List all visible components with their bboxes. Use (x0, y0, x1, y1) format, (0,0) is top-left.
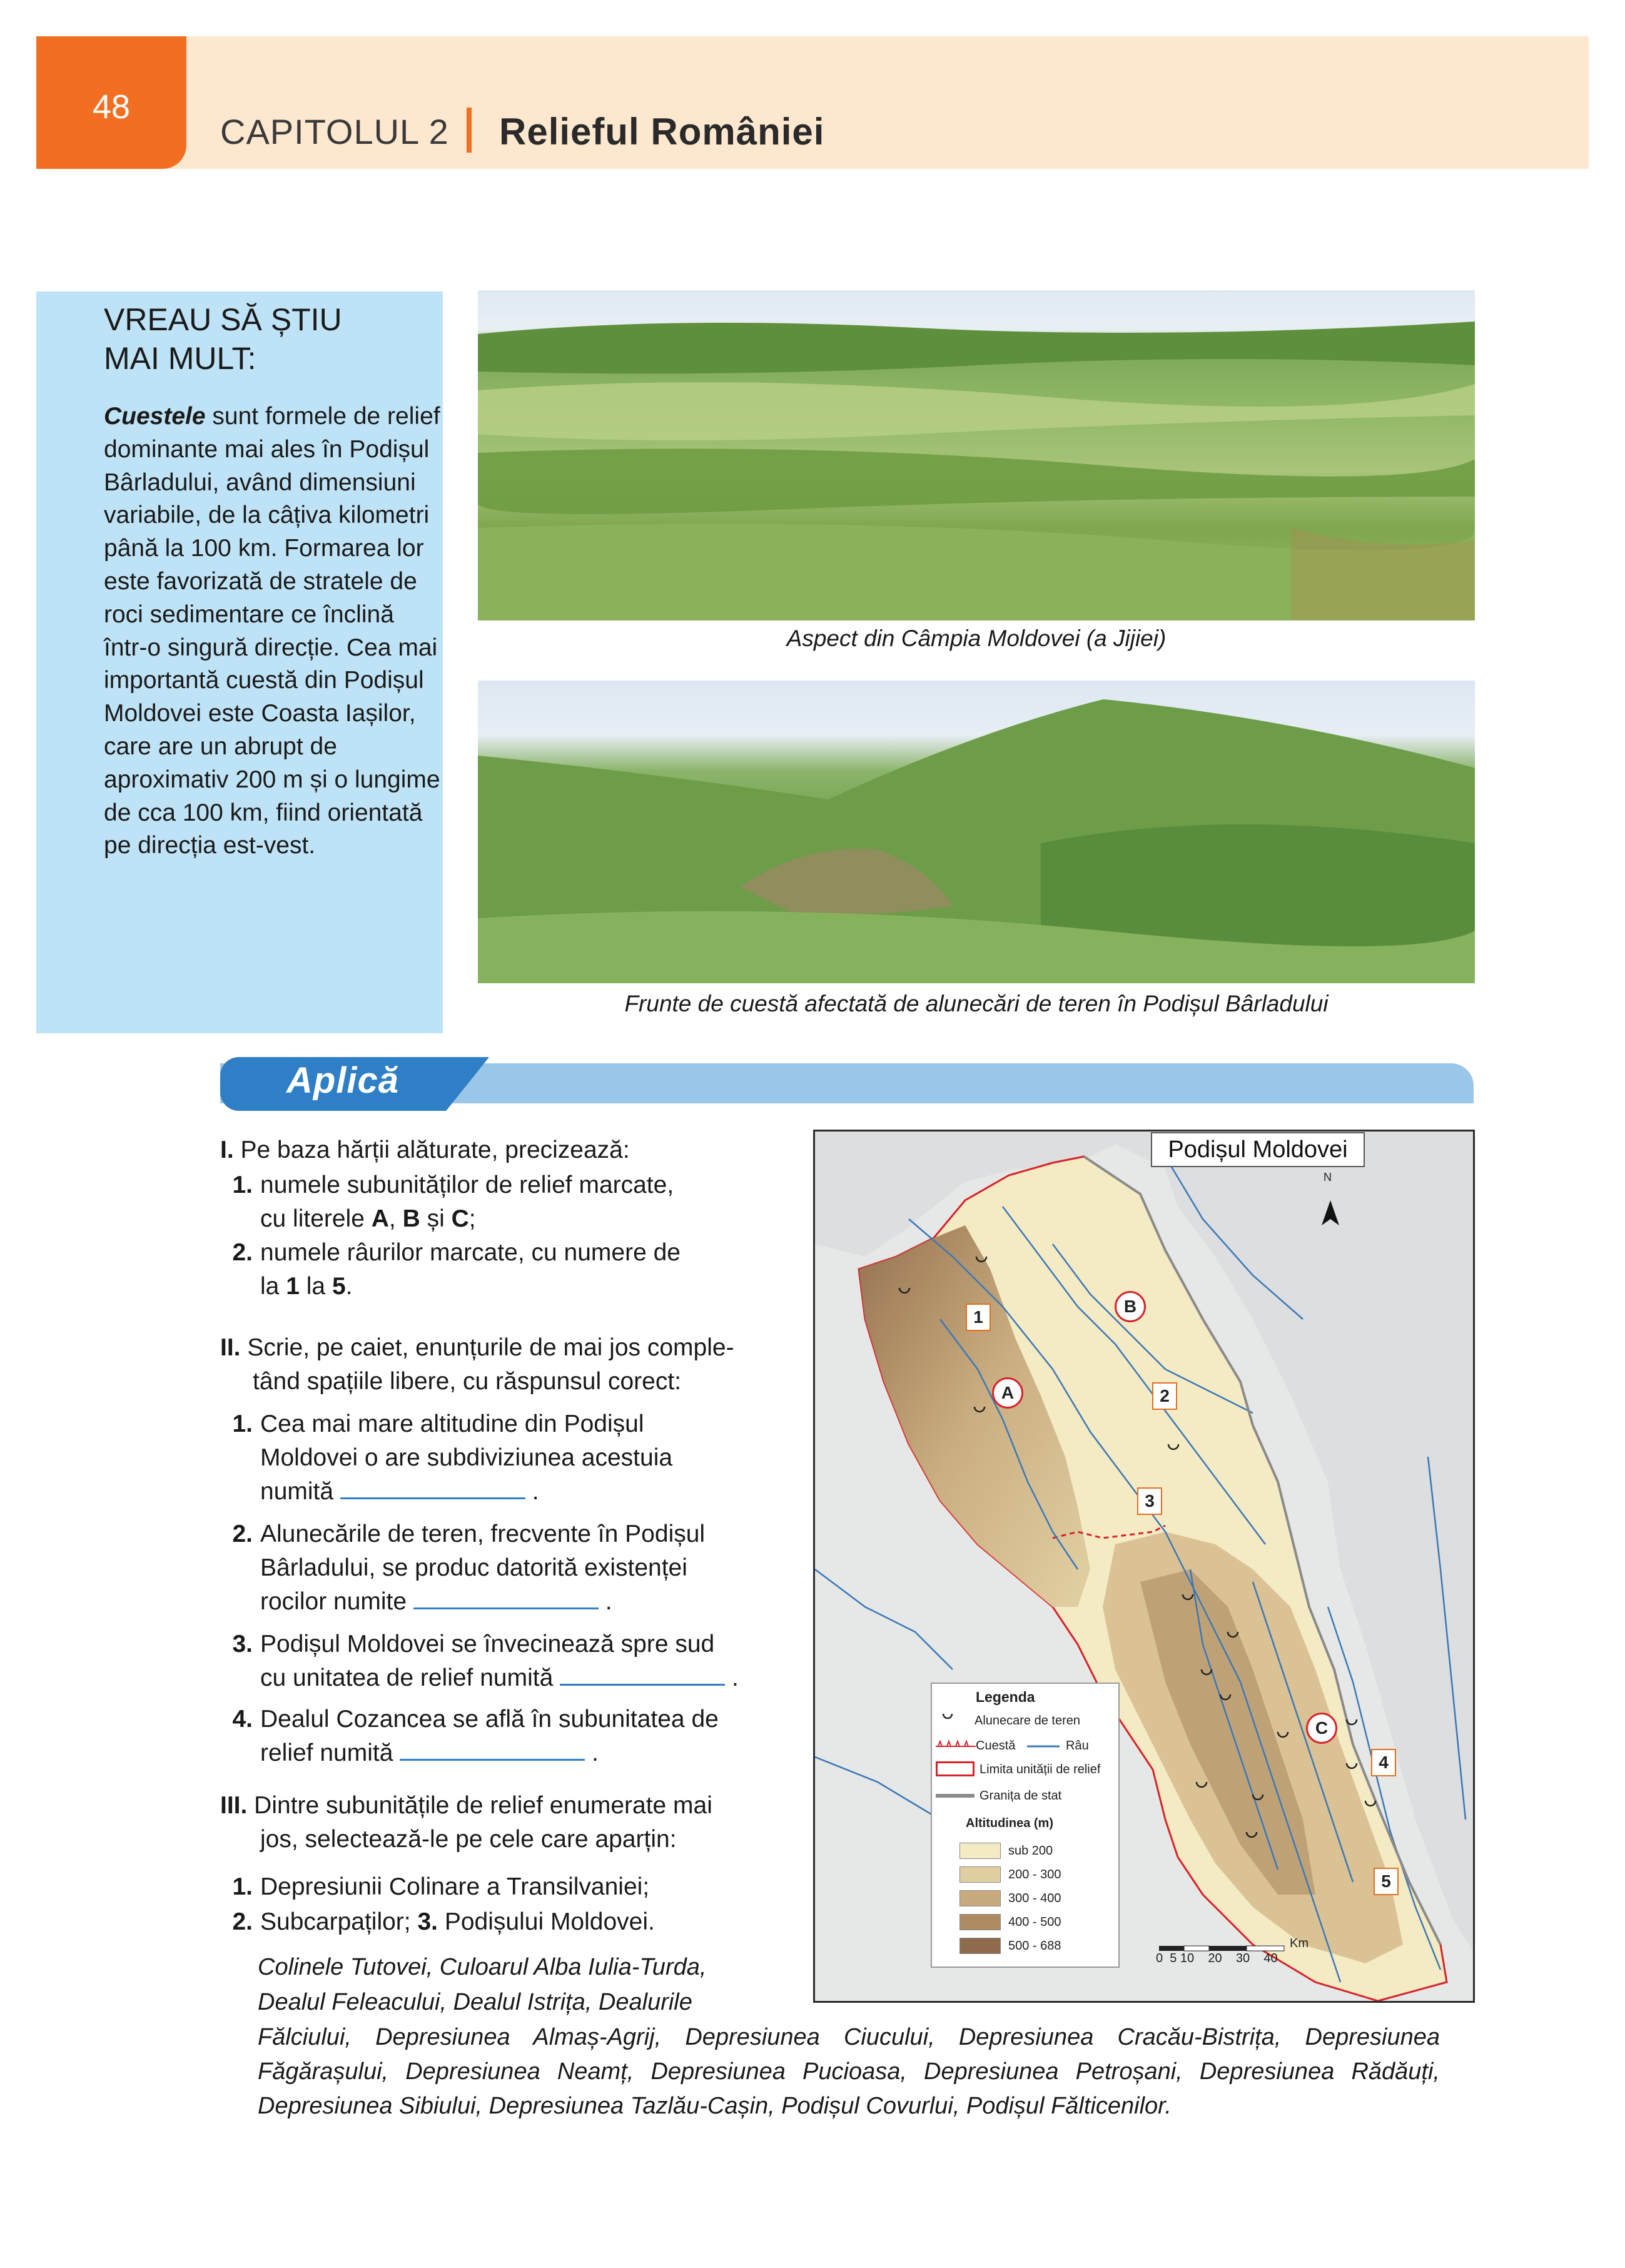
relief-list-line: Dealul Feleacului, Dealul Istrița, Dealurile (258, 1989, 692, 2015)
cuesta-icon (934, 1739, 978, 1749)
item-number: 2. (232, 1521, 253, 1547)
punct: , (388, 1205, 403, 1232)
exercise-2-item-2-cont: Bârladului, se produc datorită existenței (260, 1554, 687, 1581)
answer-blank[interactable] (560, 1667, 725, 1686)
scale-unit: Km (1290, 1936, 1309, 1950)
item-number: 3. (417, 1908, 438, 1935)
exercise-1-prompt (220, 1133, 783, 1167)
roman-numeral: III. (220, 1792, 248, 1819)
item-number: 1. (232, 1873, 253, 1900)
exercise-2-item-4 (220, 1703, 796, 1736)
item-text: relief numită (260, 1739, 393, 1766)
item-text: la (260, 1273, 286, 1300)
photo-frunte-cuesta (478, 681, 1475, 983)
conj: la (299, 1273, 332, 1300)
map-title: Podișul Moldovei (1151, 1132, 1365, 1167)
item-text: Podișul Moldovei se învecinează spre sud (260, 1631, 715, 1658)
legend-landslide: Alunecare de teren (974, 1714, 1081, 1728)
legend-border: Granița de stat (980, 1789, 1062, 1803)
answer-blank[interactable] (400, 1742, 585, 1761)
exercise-2-item-4-end (260, 1736, 823, 1770)
answer-blank[interactable] (413, 1591, 599, 1609)
info-box-heading (104, 300, 417, 378)
exercise-2-item-1 (220, 1407, 796, 1441)
roman-numeral: I. (220, 1137, 234, 1163)
legend-cuesta: Cuestă (976, 1739, 1016, 1753)
photo1-caption: Aspect din Câmpia Moldovei (a Jijiei) (786, 625, 1167, 651)
info-heading-line: MAI MULT: (104, 341, 256, 376)
altitude-swatch (959, 1914, 1001, 1930)
item-number: 4. (232, 1706, 253, 1733)
item-text: numele râurilor marcate, cu numere de (260, 1239, 681, 1266)
exercise-3-item-2-3 (220, 1905, 808, 1939)
letter-b: B (402, 1205, 420, 1232)
chapter-label: CAPITOLUL 2 (220, 112, 449, 151)
altitude-class-label: sub 200 (1008, 1844, 1053, 1858)
item-text: Cea mai mare altitudine din Podișul (260, 1410, 644, 1437)
exercise-2-item-1-cont: Moldovei o are subdiviziunea acestuia (260, 1444, 673, 1471)
number-5: 5 (332, 1273, 346, 1300)
punct: . (731, 1664, 739, 1691)
north-label: N (1324, 1171, 1332, 1183)
river-label-2: 2 (1152, 1382, 1177, 1410)
exercise-3-prompt-cont: jos, selectează-le pe cele care aparțin: (260, 1826, 677, 1853)
photo2-caption: Frunte de cuestă afectată de alunecări de teren în Podișul Bârladului (624, 991, 1329, 1016)
chapter-title: Relieful României (499, 111, 825, 153)
item-number: 1. (232, 1410, 253, 1437)
river-label-3: 3 (1137, 1487, 1162, 1515)
prompt-text: Pe baza hărții alăturate, precizează: (233, 1137, 630, 1163)
landslide-icon (938, 1711, 957, 1724)
altitude-swatch (959, 1938, 1001, 1954)
legend-altitude-title: Altitudinea (m) (966, 1816, 1053, 1830)
item-text: Dealul Cozancea se află în subunitatea de (260, 1706, 719, 1733)
marker-c: C (1306, 1713, 1337, 1744)
scale-ticks: 0 5 10 20 30 40 (1156, 1952, 1278, 1965)
number-1: 1 (286, 1273, 300, 1300)
letter-c: C (451, 1205, 469, 1232)
altitude-swatch (959, 1843, 1001, 1859)
roman-numeral: II. (220, 1334, 241, 1361)
info-box-text (104, 400, 442, 863)
item-text: Subcarpaților; (260, 1908, 418, 1935)
item-number: 3. (232, 1631, 253, 1658)
altitude-class-label: 500 - 688 (1008, 1939, 1061, 1953)
altitude-class-label: 400 - 500 (1008, 1915, 1061, 1929)
legend-river: Râu (1066, 1739, 1089, 1753)
marker-a: A (992, 1377, 1023, 1409)
punct: . (345, 1273, 353, 1300)
altitude-class-label: 300 - 400 (1008, 1891, 1061, 1905)
river-line-icon (1026, 1744, 1061, 1749)
chapter-divider (467, 108, 472, 153)
photo-campia-moldovei (478, 290, 1475, 620)
info-heading-line: VREAU SĂ ȘTIU (104, 302, 342, 337)
relief-list-line: Colinele Tutovei, Culoarul Alba Iulia-Turda, (258, 1954, 707, 1980)
exercise-1-item-2 (220, 1236, 783, 1270)
item-text: numele subunităților de relief marcate, (260, 1172, 674, 1198)
border-icon (936, 1794, 974, 1798)
punct: . (532, 1478, 539, 1505)
altitude-class-label: 200 - 300 (1008, 1868, 1061, 1881)
letter-a: A (371, 1205, 389, 1232)
item-text: rocilor numite (260, 1588, 407, 1615)
item-text: cu unitatea de relief numită (260, 1664, 554, 1691)
item-text: Podișului Moldovei. (444, 1908, 655, 1935)
item-text: Alunecările de teren, frecvente în Podișul (260, 1521, 706, 1547)
exercise-1-item-1-cont (260, 1202, 823, 1236)
term-cuestele: Cuestele (104, 403, 206, 430)
relief-list-rest: Fălciului, Depresiunea Almaș-Agrij, Depresiunea Ciucului, Depresiunea Cracău-Bistrița, Depresiunea Făgărașului, Depresiunea Neamț, Depresiunea Pucioasa, Depresiunea Petroșani, Depresiunea Rădăuți, Depresiunea Sibiului, Depresiunea Tazlău-Cașin, Podișul Covurlui, Podișul Fălticenilor. (258, 2024, 1440, 2119)
river-label-4: 4 (1371, 1749, 1396, 1776)
limit-icon (936, 1761, 974, 1776)
landscape-photo-illustration (478, 290, 1475, 620)
exercise-1-item-2-cont (260, 1270, 823, 1304)
exercise-2-prompt (220, 1331, 796, 1365)
exercise-2-item-2-end (260, 1585, 823, 1619)
exercise-2-item-3 (220, 1628, 796, 1661)
exercise-2-prompt-cont: tând spațiile libere, cu răspunsul corect: (253, 1368, 682, 1395)
river-label-1: 1 (966, 1304, 991, 1331)
punct: . (605, 1588, 612, 1615)
exercise-3-item-1 (220, 1870, 808, 1904)
conj: și (420, 1205, 452, 1232)
altitude-swatch (959, 1866, 1001, 1883)
river-label-5: 5 (1374, 1868, 1399, 1895)
item-number: 2. (232, 1908, 253, 1935)
punct: . (592, 1739, 599, 1766)
exercise-1-item-1 (220, 1168, 783, 1202)
altitude-swatch (959, 1890, 1001, 1906)
exercise-2-item-1-end (260, 1475, 823, 1509)
exercise-2-item-2 (220, 1517, 796, 1551)
item-number: 2. (232, 1239, 253, 1266)
item-text: cu literele (260, 1205, 372, 1232)
punct: ; (468, 1205, 476, 1232)
legend-limit: Limita unității de relief (980, 1763, 1101, 1776)
landscape-photo-illustration (478, 681, 1475, 983)
marker-b: B (1115, 1291, 1146, 1322)
prompt-text: Dintre subunitățile de relief enumerate mai (247, 1792, 712, 1819)
info-paragraph: sunt formele de relief dominante mai ales în Podișul Bârladului, având dimensiuni variabile, de la câțiva kilometri până la 100 km. Formarea lor este favorizată de stratele de roci sedimentare ce înclină într-o singură direcție. Cea mai importantă cuestă din Podișul Moldovei este Coasta Iașilor, care are un abrupt de aproximativ 200 m și o lungime de cca 100 km, fiind orientată pe direcția est-vest. (104, 403, 440, 859)
page-number: 48 (36, 36, 186, 169)
aplica-label: Aplică (286, 1060, 400, 1101)
item-text: Depresiunii Colinare a Transilvaniei; (260, 1873, 650, 1900)
item-text: numită (260, 1478, 334, 1505)
legend-title: Legenda (976, 1689, 1035, 1705)
exercise-2-item-3-end (260, 1661, 823, 1695)
answer-blank[interactable] (340, 1481, 525, 1499)
item-number: 1. (232, 1172, 253, 1198)
exercise-3-prompt (220, 1789, 808, 1823)
prompt-text: Scrie, pe caiet, enunțurile de mai jos comple- (240, 1334, 734, 1361)
